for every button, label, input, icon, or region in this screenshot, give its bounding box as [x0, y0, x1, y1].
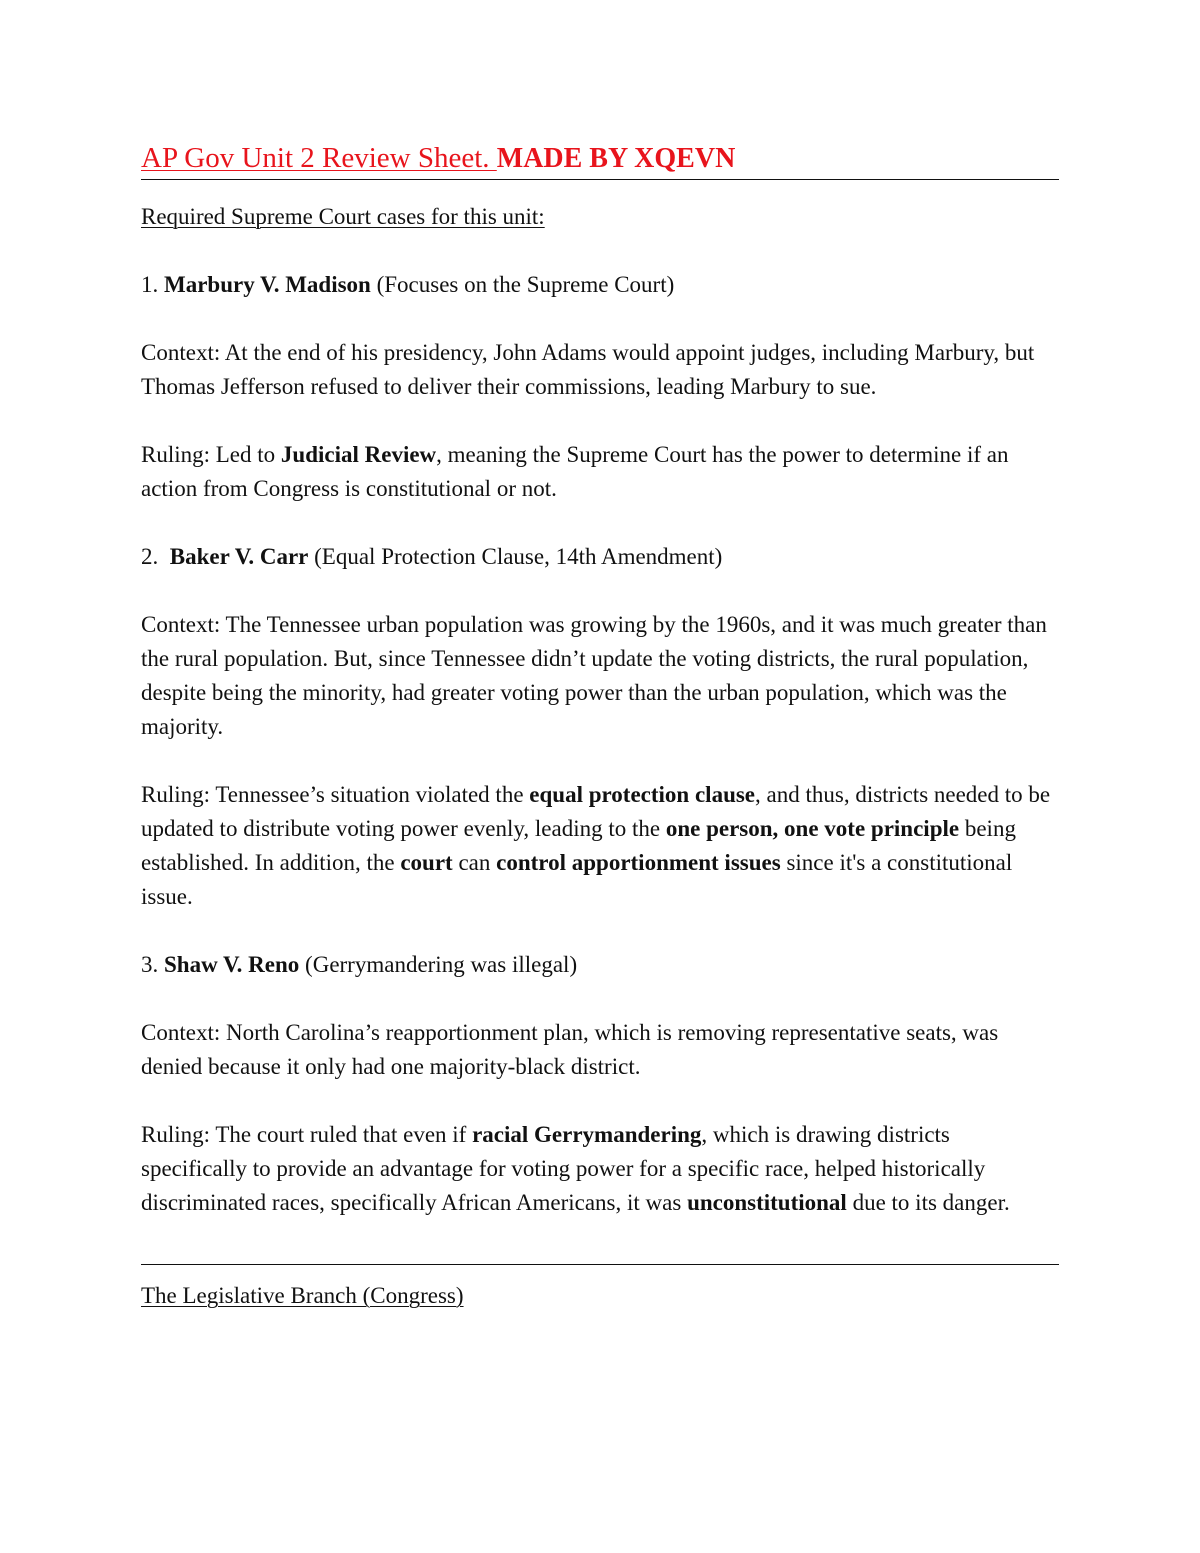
ruling-text: since it's a constitutional issue. [141, 850, 1013, 909]
required-cases-heading: Required Supreme Court cases for this unit: [141, 204, 545, 229]
case-ruling [141, 438, 1059, 506]
ruling-bold-term: control apportionment issues [496, 850, 781, 875]
case-heading [141, 540, 1059, 574]
case-name: Baker V. Carr [169, 544, 309, 569]
ruling-bold-term: equal protection clause [529, 782, 756, 807]
ruling-bold-term: one person, one vote principle [665, 816, 960, 841]
ruling-text: Ruling: Led to [141, 442, 281, 467]
case-number: 3. [141, 952, 164, 977]
ruling-text: Ruling: The court ruled that even if [141, 1122, 473, 1147]
case-heading [141, 268, 1059, 302]
legislative-branch-heading: The Legislative Branch (Congress) [141, 1283, 464, 1308]
case-topic: (Equal Protection Clause, 14th Amendment) [308, 544, 723, 569]
case-context: Context: The Tennessee urban population was growing by the 1960s, and it was much greater than the rural population. But, since Tennessee didn’t update the voting districts, the rural population, despite being the minority, had greater voting power than the urban population, which was the majority. [141, 612, 1047, 739]
case-name: Marbury V. Madison [164, 272, 371, 297]
document-body [141, 138, 1059, 1313]
ruling-text: , which is drawing districts specifically to provide an advantage for voting power for a specific race, helped historically discriminated races, specifically African Americans, it was [141, 1122, 986, 1215]
case-context: Context: North Carolina’s reapportionment plan, which is removing representative seats, was denied because it only had one majority-black district. [141, 1020, 999, 1079]
case-topic: (Focuses on the Supreme Court) [370, 272, 675, 297]
case-topic: (Gerrymandering was illegal) [299, 952, 578, 977]
ruling-bold-term: unconstitutional [687, 1190, 847, 1215]
title-author: MADE BY XQEVN [496, 143, 736, 174]
ruling-bold-term: court [400, 850, 453, 875]
ruling-text: being established. In addition, the [141, 816, 1016, 875]
ruling-text: can [452, 850, 497, 875]
case-ruling [141, 778, 1059, 914]
ruling-text: due to its danger. [846, 1190, 1010, 1215]
ruling-bold-term: racial Gerrymandering [472, 1122, 702, 1147]
case-context: Context: At the end of his presidency, John Adams would appoint judges, including Marbury, but Thomas Jefferson refused to deliver their commissions, leading Marbury to sue. [141, 340, 1035, 399]
ruling-bold-term: Judicial Review [280, 442, 437, 467]
case-number: 1. [141, 272, 164, 297]
case-name: Shaw V. Reno [164, 952, 300, 977]
case-ruling [141, 1118, 1059, 1220]
case-number: 2. [141, 544, 170, 569]
title-text: AP Gov Unit 2 Review Sheet. [141, 142, 497, 174]
ruling-text: Ruling: Tennessee’s situation violated the [141, 782, 530, 807]
case-heading [141, 948, 1059, 982]
ruling-text: , meaning the Supreme Court has the power to determine if an action from Congress is constitutional or not. [141, 442, 1009, 501]
document-title [141, 138, 1059, 179]
ruling-text: , and thus, districts needed to be updated to distribute voting power evenly, leading to the [141, 782, 1051, 841]
